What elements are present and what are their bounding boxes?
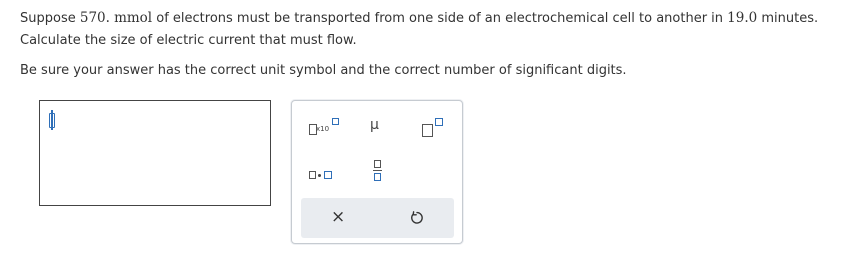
undo-icon [409, 210, 425, 226]
question-line-1 [20, 9, 818, 28]
question-middle: of electrons must be transported from one side of an electrochemical cell to another in [152, 11, 728, 26]
action-bar [301, 198, 454, 238]
undo-button[interactable] [409, 210, 425, 226]
superscript-button[interactable] [422, 118, 444, 140]
moles-value: 570. [79, 10, 110, 26]
scientific-notation-button[interactable] [309, 118, 341, 140]
x10-label: x10 [316, 125, 330, 133]
moles-unit: mmol [114, 10, 153, 26]
math-palette [291, 100, 463, 244]
multiply-dot-button[interactable] [309, 168, 335, 182]
question-prefix: Suppose [20, 11, 80, 26]
question-line-2: Calculate the size of electric current that must flow. [20, 33, 357, 48]
micro-prefix-button[interactable] [370, 117, 384, 137]
instruction-text: Be sure your answer has the correct unit symbol and the correct number of significant digits. [20, 63, 627, 78]
answer-input[interactable] [39, 100, 271, 206]
micro-prefix-icon: μ [370, 117, 379, 133]
clear-icon: × [331, 207, 346, 227]
fraction-button[interactable] [373, 160, 385, 184]
question-suffix: minutes. [757, 11, 819, 26]
text-cursor [49, 113, 55, 128]
clear-button[interactable] [331, 207, 345, 227]
time-value: 19.0 [727, 10, 758, 26]
